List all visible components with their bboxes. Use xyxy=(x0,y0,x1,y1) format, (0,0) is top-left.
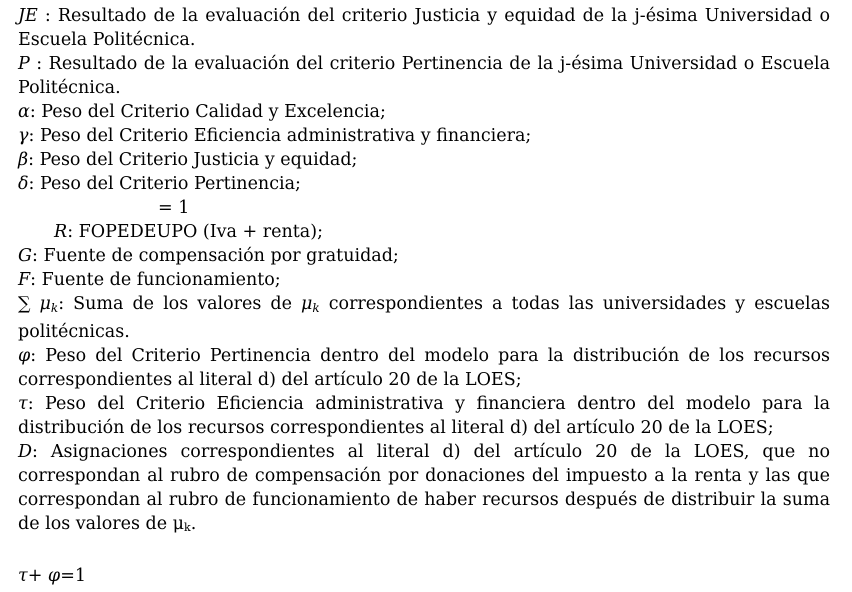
symbol-gamma: γ xyxy=(18,126,29,146)
definition-p: P : Resultado de la evaluación del criterio Pertinencia de la j-ésima Universidad o Escuela Politécnica. xyxy=(18,54,830,98)
symbol-p: P xyxy=(18,54,30,74)
symbol-beta: β xyxy=(18,150,29,170)
definition-text: FOPEDEUPO (Iva + renta); xyxy=(78,222,323,242)
sum-sign: ∑ xyxy=(18,294,31,314)
definition-beta: β: Peso del Criterio Justicia y equidad; xyxy=(18,150,358,170)
symbol-alpha: α xyxy=(18,102,30,122)
symbol-mu-inline: μ xyxy=(301,294,313,314)
definition-phi: φ: Peso del Criterio Pertinencia dentro del modelo para la distribución de los recursos correspondientes al literal d) del artículo 20 de la LOES; xyxy=(18,346,830,390)
definition-text: Fuente de funcionamiento; xyxy=(41,270,281,290)
symbol-je: JE xyxy=(18,6,38,26)
definition-delta: δ: Peso del Criterio Pertinencia; xyxy=(18,174,301,194)
definition-je: JE : Resultado de la evaluación del criterio Justicia y equidad de la j-ésima Universidad o Escuela Politécnica. xyxy=(18,6,830,50)
symbol-f: F xyxy=(18,270,31,290)
definition-text: Peso del Criterio Calidad y Excelencia; xyxy=(41,102,386,122)
definition-sum-mu: ∑ $\mu_k$: Suma de los valores de $\mu_k$ correspondientes a todas las universidades y escuelas politécnicas. xyxy=(18,294,830,342)
definition-d: D: Asignaciones correspondientes al literal d) del artículo 20 de la LOES, que no correspondan al rubro de compensación por donaciones del impuesto a la renta y las que correspondan al rubro de funcionamiento de haber recursos después de distribuir la suma de los valores de μk. xyxy=(18,442,830,534)
definition-text: Peso del Criterio Justicia y equidad; xyxy=(39,150,358,170)
symbol-g: G xyxy=(18,246,32,266)
symbol-mu: μ xyxy=(39,294,51,314)
spacer xyxy=(18,540,830,564)
definition-text: Peso del Criterio Pertinencia; xyxy=(40,174,301,194)
definition-gamma: γ: Peso del Criterio Eficiencia administrativa y financiera; xyxy=(18,126,532,146)
symbol-tau: τ xyxy=(18,394,28,414)
definition-r: R: FOPEDEUPO (Iva + renta); xyxy=(54,222,323,242)
symbol-r: R xyxy=(54,222,68,242)
symbol-phi: φ xyxy=(18,346,31,366)
sum-equation: = 1 xyxy=(158,198,190,218)
definition-text: Asignaciones correspondientes al literal d) del artículo 20 de la LOES, que no correspondan al rubro de compensación por donaciones del impuesto a la renta y las que correspondan al rubro de funcionamiento de haber recursos después de distribuir la suma de los valores de xyxy=(18,442,830,534)
definition-alpha: α: Peso del Criterio Calidad y Excelencia; xyxy=(18,102,386,122)
symbol-d: D xyxy=(18,442,33,462)
definition-text: Peso del Criterio Pertinencia dentro del modelo para la distribución de los recursos correspondientes al literal d) del artículo 20 de la LOES; xyxy=(18,346,830,390)
definition-f: F: Fuente de funcionamiento; xyxy=(18,270,281,290)
definition-text: Peso del Criterio Eficiencia administrativa y financiera dentro del modelo para la distribución de los recursos correspondientes al literal d) del artículo 20 de la LOES; xyxy=(18,394,830,438)
symbol-delta: δ xyxy=(18,174,29,194)
final-equation: τ+ φ=1 xyxy=(18,566,86,586)
definition-text: Resultado de la evaluación del criterio Pertinencia de la j-ésima Universidad o Escuela Politécnica. xyxy=(18,54,830,98)
definition-text: Resultado de la evaluación del criterio Justicia y equidad de la j-ésima Universidad o Escuela Politécnica. xyxy=(18,6,830,50)
definition-tau: τ: Peso del Criterio Eficiencia administrativa y financiera dentro del modelo para la distribución de los recursos correspondientes al literal d) del artículo 20 de la LOES; xyxy=(18,394,830,438)
definition-g: G: Fuente de compensación por gratuidad; xyxy=(18,246,399,266)
definition-text: Fuente de compensación por gratuidad; xyxy=(43,246,399,266)
definition-text: Peso del Criterio Eficiencia administrativa y financiera; xyxy=(39,126,532,146)
